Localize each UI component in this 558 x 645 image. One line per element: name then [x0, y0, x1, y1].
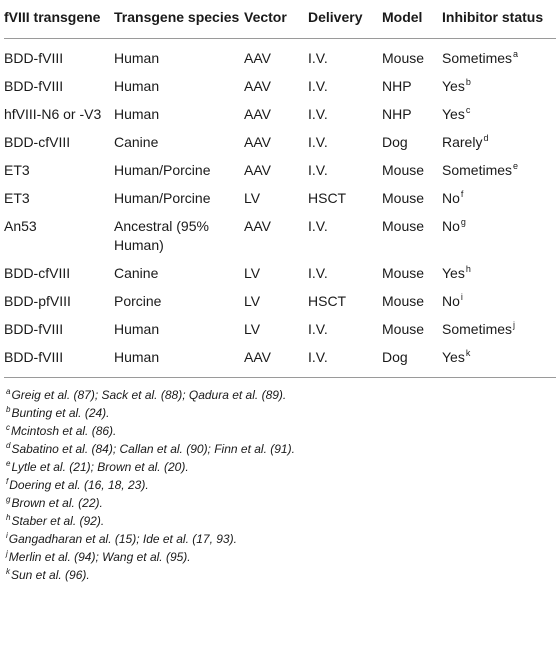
table-row — [4, 185, 556, 213]
cell-model: Mouse — [382, 162, 425, 178]
footnote — [6, 548, 554, 566]
header-model: Model — [382, 9, 423, 25]
header-row — [4, 0, 556, 39]
footnote-text: Merlin et al. (94); Wang et al. (95). — [8, 550, 191, 564]
footnote-text: Staber et al. (92). — [11, 514, 105, 528]
cell-species: Human — [114, 321, 160, 337]
footnote-text: Sabatino et al. (84); Callan et al. (90); Finn et al. (91). — [11, 442, 295, 456]
status-text: Sometimes — [442, 50, 513, 66]
cell-inhibitor-status — [442, 344, 556, 378]
footnote-text: Bunting et al. (24). — [11, 406, 110, 420]
table-row — [4, 316, 556, 344]
footnote-marker: b — [465, 77, 471, 87]
cell-model: Mouse — [382, 50, 425, 66]
status-text: No — [442, 190, 460, 206]
cell-inhibitor-status — [442, 213, 556, 260]
status-text: Sometimes — [442, 321, 513, 337]
cell-model: Dog — [382, 349, 408, 365]
cell-inhibitor-status — [442, 260, 556, 288]
cell-species: Human/Porcine — [114, 190, 211, 206]
footnote — [6, 530, 554, 548]
cell-vector: AAV — [244, 106, 271, 122]
cell-model: Mouse — [382, 321, 425, 337]
cell-species: Porcine — [114, 293, 162, 309]
table-row — [4, 129, 556, 157]
footnote-marker: f — [460, 189, 464, 199]
footnote-mark: j — [6, 549, 8, 558]
cell-vector: LV — [244, 321, 261, 337]
cell-model: Mouse — [382, 293, 425, 309]
footnote — [6, 566, 554, 584]
footnote-mark: i — [6, 531, 8, 540]
cell-inhibitor-status — [442, 185, 556, 213]
footnote-mark: g — [6, 495, 11, 504]
footnote-marker: a — [513, 49, 519, 59]
cell-vector: AAV — [244, 50, 271, 66]
header-species: Transgene species — [114, 9, 240, 25]
table-row — [4, 101, 556, 129]
inhibitor-table — [4, 0, 556, 378]
cell-delivery: I.V. — [308, 106, 328, 122]
cell-vector: LV — [244, 265, 261, 281]
footnote — [6, 494, 554, 512]
table-row — [4, 157, 556, 185]
footnote-text: Lytle et al. (21); Brown et al. (20). — [11, 460, 189, 474]
cell-species: Human/Porcine — [114, 162, 211, 178]
cell-vector: AAV — [244, 349, 271, 365]
cell-delivery: I.V. — [308, 50, 328, 66]
footnote — [6, 386, 554, 404]
status-text: Yes — [442, 106, 465, 122]
cell-inhibitor-status — [442, 73, 556, 101]
cell-transgene: BDD-fVIII — [4, 321, 64, 337]
header-vector: Vector — [244, 9, 287, 25]
footnote-text: Sun et al. (96). — [11, 568, 90, 582]
footnote-mark: f — [6, 477, 9, 486]
header-inhibitor-status: Inhibitor status — [442, 9, 544, 25]
cell-inhibitor-status — [442, 39, 556, 74]
status-text: Rarely — [442, 134, 483, 150]
cell-transgene: BDD-fVIII — [4, 349, 64, 365]
cell-species: Human — [114, 78, 160, 94]
cell-model: Mouse — [382, 265, 425, 281]
cell-model: Dog — [382, 134, 408, 150]
footnote-mark: h — [6, 513, 11, 522]
footnote-text: Mcintosh et al. (86). — [11, 424, 117, 438]
status-text: Yes — [442, 349, 465, 365]
footnote — [6, 422, 554, 440]
cell-inhibitor-status — [442, 101, 556, 129]
cell-delivery: I.V. — [308, 162, 328, 178]
table-row — [4, 39, 556, 74]
cell-delivery: I.V. — [308, 134, 328, 150]
footnote-marker: d — [483, 133, 489, 143]
cell-transgene: BDD-fVIII — [4, 50, 64, 66]
cell-model: Mouse — [382, 218, 425, 234]
footnote — [6, 458, 554, 476]
footnote-text: Doering et al. (16, 18, 23). — [9, 478, 149, 492]
cell-species: Canine — [114, 265, 159, 281]
footnote-mark: k — [6, 567, 10, 576]
cell-transgene: ET3 — [4, 162, 30, 178]
cell-delivery: I.V. — [308, 218, 328, 234]
cell-vector: AAV — [244, 134, 271, 150]
footnote — [6, 440, 554, 458]
header-transgene: fVIII transgene — [4, 9, 101, 25]
footnote — [6, 476, 554, 494]
footnote-marker: j — [513, 320, 516, 330]
cell-delivery: HSCT — [308, 190, 347, 206]
table-row — [4, 73, 556, 101]
cell-transgene: BDD-fVIII — [4, 78, 64, 94]
footnote-marker: e — [513, 161, 519, 171]
cell-species: Human — [114, 50, 160, 66]
footnote-mark: e — [6, 459, 11, 468]
cell-inhibitor-status — [442, 129, 556, 157]
footnote — [6, 404, 554, 422]
table-row — [4, 288, 556, 316]
cell-transgene: BDD-cfVIII — [4, 265, 71, 281]
footnote-mark: a — [6, 387, 11, 396]
cell-delivery: I.V. — [308, 349, 328, 365]
footnote-text: Gangadharan et al. (15); Ide et al. (17, 93). — [8, 532, 237, 546]
footnote-marker: h — [465, 264, 471, 274]
footnote — [6, 512, 554, 530]
footnote-marker: c — [465, 105, 471, 115]
table-header — [4, 0, 556, 39]
status-text: Yes — [442, 78, 465, 94]
cell-model: Mouse — [382, 190, 425, 206]
cell-transgene: BDD-cfVIII — [4, 134, 71, 150]
footnote-mark: d — [6, 441, 11, 450]
cell-delivery: HSCT — [308, 293, 347, 309]
cell-vector: LV — [244, 293, 261, 309]
footnote-text: Greig et al. (87); Sack et al. (88); Qadura et al. (89). — [11, 388, 287, 402]
table-row — [4, 260, 556, 288]
cell-inhibitor-status — [442, 316, 556, 344]
cell-delivery: I.V. — [308, 321, 328, 337]
table-row — [4, 213, 556, 260]
cell-inhibitor-status — [442, 157, 556, 185]
cell-species: Canine — [114, 134, 159, 150]
status-text: No — [442, 218, 460, 234]
cell-vector: LV — [244, 190, 261, 206]
cell-transgene: BDD-pfVIII — [4, 293, 71, 309]
cell-species: Human — [114, 349, 160, 365]
footnotes — [4, 378, 554, 584]
cell-species: Ancestral (95% Human) — [114, 218, 209, 253]
footnote-mark: c — [6, 423, 10, 432]
cell-inhibitor-status — [442, 288, 556, 316]
cell-delivery: I.V. — [308, 265, 328, 281]
cell-transgene: hfVIII-N6 or -V3 — [4, 106, 102, 122]
table-row — [4, 344, 556, 378]
cell-delivery: I.V. — [308, 78, 328, 94]
header-delivery: Delivery — [308, 9, 363, 25]
footnote-marker: k — [465, 348, 471, 358]
cell-vector: AAV — [244, 78, 271, 94]
cell-model: NHP — [382, 106, 412, 122]
cell-species: Human — [114, 106, 160, 122]
footnote-marker: i — [460, 292, 463, 302]
footnote-text: Brown et al. (22). — [11, 496, 103, 510]
status-text: Yes — [442, 265, 465, 281]
cell-model: NHP — [382, 78, 412, 94]
cell-transgene: ET3 — [4, 190, 30, 206]
status-text: No — [442, 293, 460, 309]
cell-transgene: An53 — [4, 218, 37, 234]
cell-vector: AAV — [244, 218, 271, 234]
footnote-marker: g — [460, 217, 466, 227]
footnote-mark: b — [6, 405, 11, 414]
table-body — [4, 39, 556, 378]
status-text: Sometimes — [442, 162, 513, 178]
cell-vector: AAV — [244, 162, 271, 178]
